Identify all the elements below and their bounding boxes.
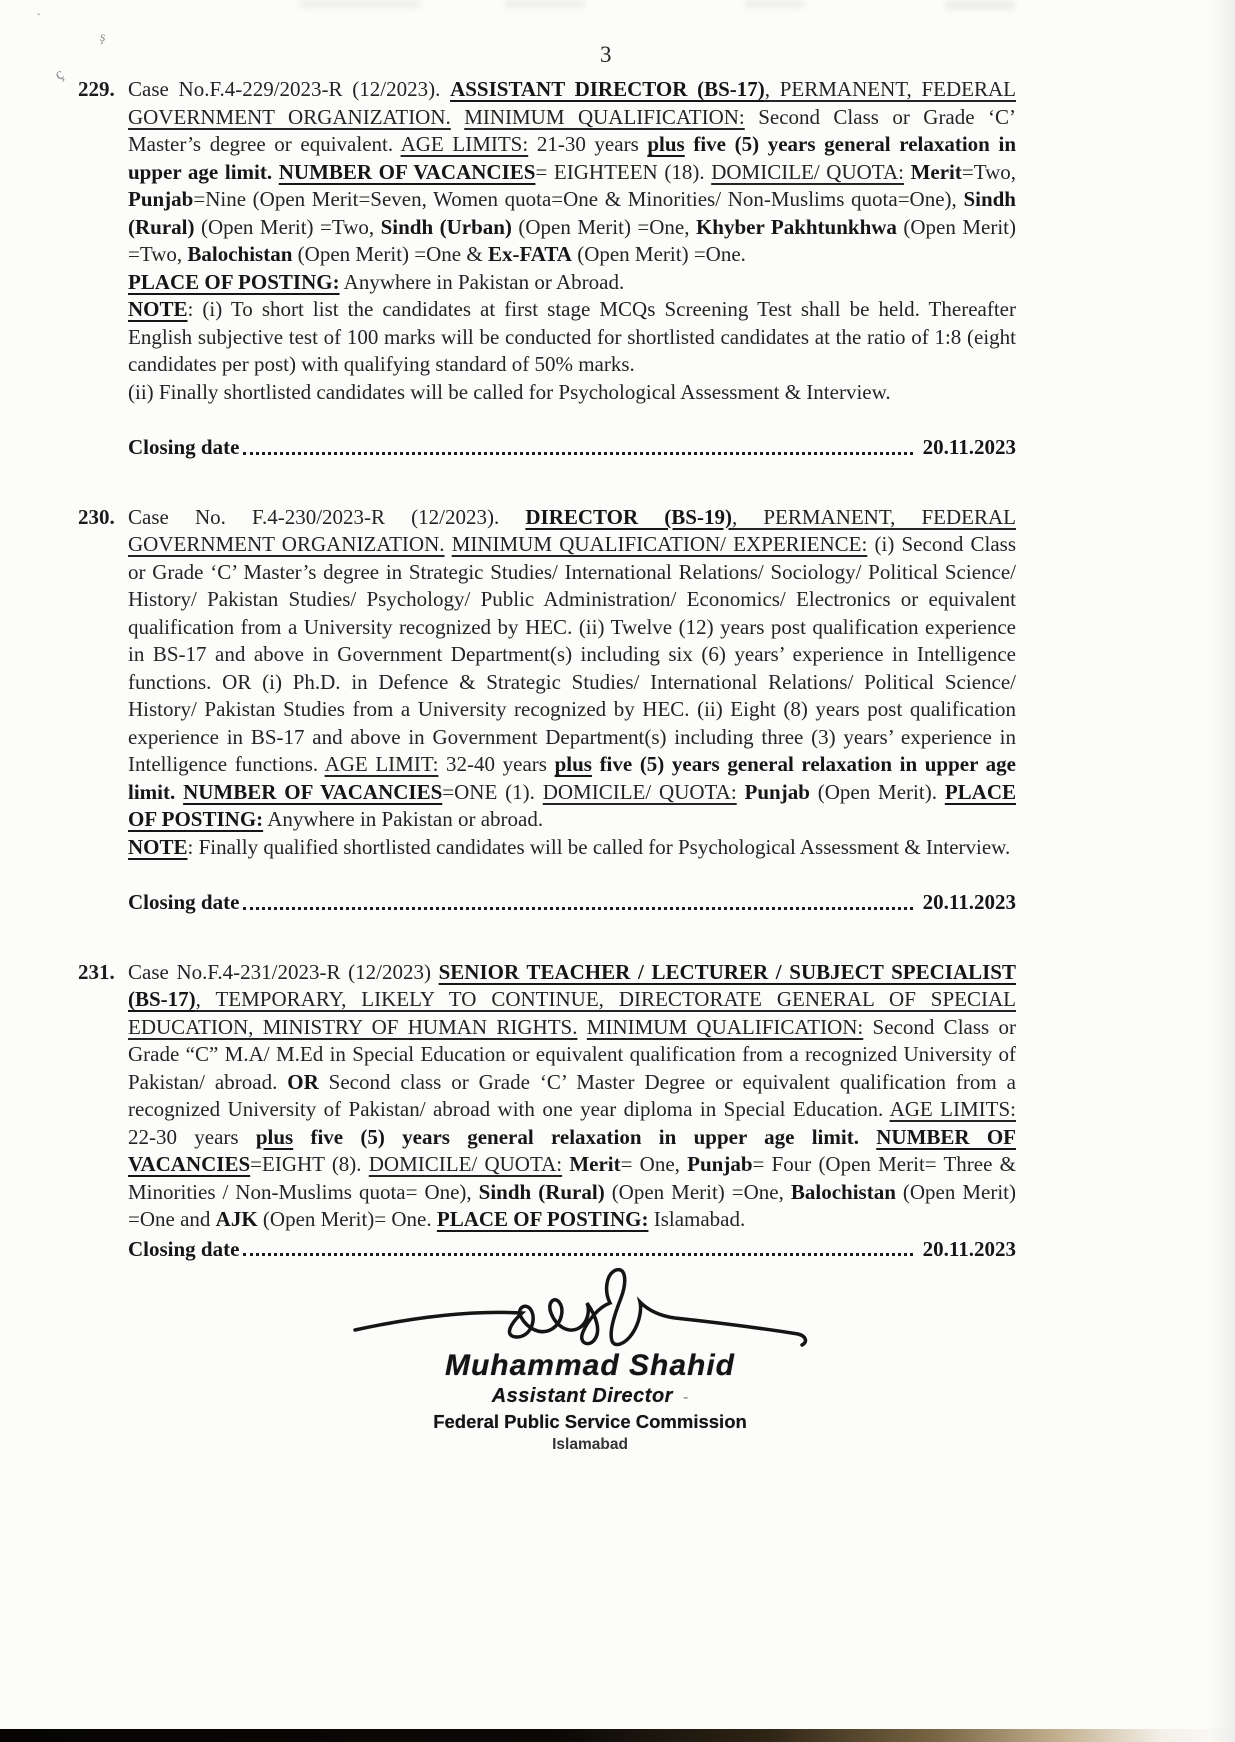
signatory-title-row: [340, 1385, 840, 1408]
item-paragraph: Case No.F.4-229/2023-R (12/2023). ASSISTANT DIRECTOR (BS-17), PERMANENT, FEDERAL GOVERNMENT ORGANIZATION. MINIMUM QUALIFICATION: Second Class or Grade ‘C’ Master’s degree or equivalent. AGE LIMITS: 21-30 years plus five (5) years general relaxation in upper age limit. NUMBER OF VACANCIES= EIGHTEEN (18). DOMICILE/ QUOTA: Merit=Two, Punjab=Nine (Open Merit=Seven, Women quota=One & Minorities/ Non-Muslims quota=One), Sindh (Rural) (Open Merit) =Two, Sindh (Urban) (Open Merit) =One, Khyber Pakhtunkhwa (Open Merit) =Two, Balochistan (Open Merit) =One & Ex-FATA (Open Merit) =One.: [128, 77, 1016, 266]
scan-artifact: ç: [51, 65, 67, 84]
item-number: 230.: [78, 504, 115, 529]
item-paragraph: NOTE: (i) To short list the candidates at first stage MCQs Screening Test shall be held. Thereafter English subjective test of 100 marks will be conducted for shortlisted candidates at the ratio of 1:8 (eight candidates per post) with qualifying standard of 50% marks.: [128, 297, 1016, 376]
dotted-leader: [243, 448, 912, 455]
dotted-leader: [243, 1249, 912, 1256]
item-paragraph: Case No.F.4-231/2023-R (12/2023) SENIOR TEACHER / LECTURER / SUBJECT SPECIALIST (BS-17), TEMPORARY, LIKELY TO CONTINUE, DIRECTORATE GENERAL OF SPECIAL EDUCATION, MINISTRY OF HUMAN RIGHTS. MINIMUM QUALIFICATION: Second Class or Grade “C” M.A/ M.Ed in Special Education or equivalent qualification from a recognized University of Pakistan/ abroad. OR Second class or Grade ‘C’ Master Degree or equivalent qualification from a recognized University of Pakistan/ abroad with one year diploma in Special Education. AGE LIMITS: 22-30 years plus five (5) years general relaxation in upper age limit. NUMBER OF VACANCIES=EIGHT (8). DOMICILE/ QUOTA: Merit= One, Punjab= Four (Open Merit= Three & Minorities / Non-Muslims quota= One), Sindh (Rural) (Open Merit) =One, Balochistan (Open Merit) =One and AJK (Open Merit)= One. PLACE OF POSTING: Islamabad.: [128, 959, 1016, 1231]
closing-date-label: Closing date: [128, 435, 240, 459]
item-paragraph: (ii) Finally shortlisted candidates will be called for Psychological Assessment & Interview.: [128, 379, 891, 404]
item-paragraph: Case No. F.4-230/2023-R (12/2023). DIRECTOR (BS-19), PERMANENT, FEDERAL GOVERNMENT ORGANIZATION. MINIMUM QUALIFICATION/ EXPERIENCE: (i) Second Class or Grade ‘C’ Master’s degree in Strategic Studies/ International Relations/ Sociology/ Political Science/ History/ Pakistan Studies/ Psychology/ Public Administration/ Economics/ Electronics or equivalent qualification from a University recognized by HEC. (ii) Twelve (12) years post qualification experience in BS-17 and above in Government Department(s) including six (6) years’ experience in Intelligence functions. OR (i) Ph.D. in Defence & Strategic Studies/ International Relations/ Political Science/ History/ Pakistan Studies from a University recognized by HEC. (ii) Eight (8) years post qualification experience in BS-17 and above in Government Department(s) including three (3) years’ experience in Intelligence functions. AGE LIMIT: 32-40 years plus five (5) years general relaxation in upper age limit. NUMBER OF VACANCIES=ONE (1). DOMICILE/ QUOTA: Punjab (Open Merit). PLACE OF POSTING: Anywhere in Pakistan or abroad.: [128, 504, 1016, 831]
job-item: [78, 959, 1016, 1264]
page-number: 3: [600, 42, 612, 67]
closing-date-value: 20.11.2023: [922, 435, 1016, 459]
item-body: [128, 504, 1016, 959]
scan-smudge: [505, 0, 585, 8]
dotted-leader: [243, 903, 912, 910]
signatory-org: Federal Public Service Commission: [433, 1411, 747, 1432]
signature-stamp: [340, 1349, 840, 1454]
scan-artifact: `: [36, 11, 45, 28]
item-body: [128, 959, 1016, 1264]
closing-date-row: [128, 434, 1016, 462]
job-item: [78, 504, 1016, 959]
job-item: [78, 76, 1016, 504]
signature-block: [340, 1258, 840, 1454]
closing-date-label: Closing date: [128, 1236, 240, 1261]
scan-smudge: [745, 0, 805, 8]
bottom-scan-bar: [0, 1729, 1235, 1742]
item-paragraph: PLACE OF POSTING: Anywhere in Pakistan or Abroad.: [128, 269, 625, 294]
item-number: 229.: [78, 77, 115, 101]
closing-date-value: 20.11.2023: [922, 890, 1016, 914]
scan-artifact-dash: -: [682, 1389, 689, 1406]
items-container: [78, 76, 1016, 1263]
item-paragraph: NOTE: Finally qualified shortlisted candidates will be called for Psychological Assessment & Interview.: [128, 834, 1011, 859]
scan-edge-shadow: [1209, 0, 1235, 1742]
item-body: [128, 76, 1016, 504]
scan-artifact: ş: [98, 29, 107, 46]
signatory-name: Muhammad Shahid: [444, 1349, 736, 1382]
closing-date-row: [128, 889, 1016, 917]
scan-smudge: [300, 0, 420, 8]
item-number: 231.: [78, 959, 115, 984]
signatory-title: Assistant Director: [491, 1385, 673, 1407]
signature-handwriting: [340, 1258, 840, 1353]
signatory-city: Islamabad: [552, 1436, 628, 1453]
closing-date-label: Closing date: [128, 890, 240, 914]
scan-smudge: [945, 0, 1015, 10]
closing-date-value: 20.11.2023: [922, 1236, 1016, 1261]
